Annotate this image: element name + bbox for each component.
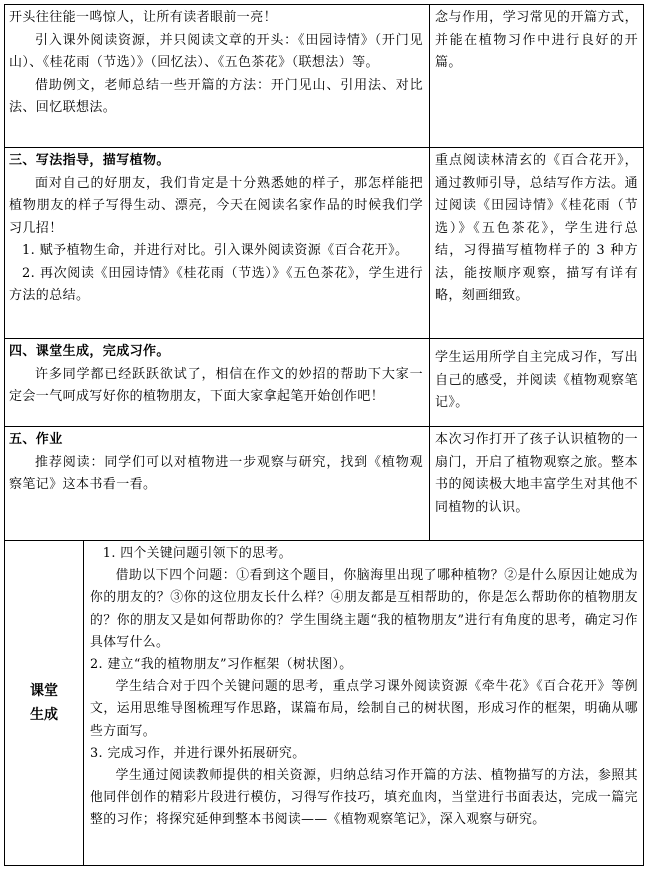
intro-goal: 念与作用，学习常见的开篇方式，并能在植物习作中进行良好的开篇。 bbox=[435, 10, 638, 70]
section-three-right-cell bbox=[435, 150, 638, 336]
row-divider-3 bbox=[5, 426, 643, 427]
section-five-goal: 本次习作打开了孩子认识植物的一扇门，开启了植物观察之旅。整本书的阅读极大地丰富学生对其他不同植物的认识。 bbox=[435, 432, 638, 515]
section-five-left-cell bbox=[9, 429, 423, 538]
generation-point-3: 3. 完成习作，并进行课外拓展研究。 bbox=[90, 745, 306, 761]
row-divider-1 bbox=[5, 147, 643, 148]
section-five-heading: 五、作业 bbox=[9, 432, 63, 447]
section-four-goal: 学生运用所学自主完成习作，写出自己的感受，并阅读《植物观察笔记》。 bbox=[435, 350, 638, 410]
section-three-intro: 面对自己的好朋友，我们肯定是十分熟悉她的样子，那怎样能把植物朋友的样子写得生动、漂亮，今天在阅读名家作品的时候我们学习几招！ bbox=[9, 175, 423, 236]
generation-content-cell bbox=[90, 543, 638, 865]
intro-left-cell bbox=[9, 7, 423, 145]
intro-line: 开头往往能一鸣惊人，让所有读者眼前一亮！ bbox=[9, 10, 278, 25]
intro-methods: 借助例文，老师总结一些开篇的方法：开门见山、引用法、对比法、回忆联想法。 bbox=[9, 77, 423, 115]
generation-point-1: 1. 四个关键问题引领下的思考。 bbox=[102, 546, 292, 561]
generation-label bbox=[5, 541, 83, 865]
section-three-step-1: 1. 赋予植物生命，并进行对比。引入课外阅读资源《百合花开》。 bbox=[22, 243, 409, 258]
row-divider-2 bbox=[5, 338, 643, 339]
generation-label-line-1: 课堂 bbox=[30, 683, 58, 699]
section-four-heading: 四、课堂生成，完成习作。 bbox=[9, 344, 170, 359]
section-four-left-cell bbox=[9, 341, 423, 424]
generation-label-cell bbox=[5, 541, 83, 865]
generation-point-1-text: 借助以下四个问题：①看到这个题目，你脑海里出现了哪种植物？②是什么原因让她成为你的朋友的？③你的这位朋友长什么样？④朋友都是互相帮助的，你是怎么帮助你的植物朋友的？你的朋友又是如何帮助你的？学生围绕主题“我的植物朋友”进行有角度的思考，确定习作具体写什么。 bbox=[90, 568, 638, 650]
section-five-right-cell bbox=[435, 429, 638, 538]
column-divider-top bbox=[429, 5, 430, 540]
section-three-step-2: 2. 再次阅读《田园诗情》《桂花雨（节选）》《五色茶花》，学生进行方法的总结。 bbox=[9, 265, 423, 303]
intro-right-cell bbox=[435, 7, 638, 145]
intro-resources: 引入课外阅读资源，并只阅读文章的开头：《田园诗情》（开门见山）、《桂花雨（节选）》（回忆法）、《五色茶花》（联想法）等。 bbox=[9, 32, 423, 70]
section-three-heading: 三、写法指导，描写植物。 bbox=[9, 153, 170, 168]
section-three-goal: 重点阅读林清玄的《百合花开》，通过教师引导，总结写作方法。通过阅读《田园诗情》《桂花雨（节选）》《五色茶花》，学生进行总结，习得描写植物样子的 3 种方法，能按顺序观察，描写有详有略，刻画细致。 bbox=[435, 153, 638, 303]
section-three-left-cell bbox=[9, 150, 423, 336]
generation-point-3-text: 学生通过阅读教师提供的相关资源，归纳总结习作开篇的方法、植物描写的方法，参照其他同伴创作的精彩片段进行模仿，习得写作技巧，填充血肉，当堂进行书面表达，完成一篇完整的习作；将探究延伸到整本书阅读——《植物观察笔记》，深入观察与研究。 bbox=[90, 768, 638, 828]
row-divider-4 bbox=[5, 540, 643, 541]
section-four-text: 许多同学都已经跃跃欲试了，相信在作文的妙招的帮助下大家一定会一气呵成写好你的植物朋友，下面大家拿起笔开始创作吧！ bbox=[9, 366, 423, 404]
column-divider-bottom bbox=[83, 540, 84, 865]
generation-point-2: 2. 建立“我的植物朋友”习作框架（树状图）。 bbox=[90, 657, 353, 673]
generation-label-line-2: 生成 bbox=[30, 707, 58, 723]
generation-point-2-text: 学生结合对于四个关键问题的思考，重点学习课外阅读资源《牵牛花》《百合花开》等例文，运用思维导图梳理写作思路，谋篇布局，绘制自己的树状图，形成习作的框架，明确从哪些方面写。 bbox=[90, 679, 638, 739]
lesson-plan-table bbox=[4, 4, 644, 866]
section-five-text: 推荐阅读：同学们可以对植物进一步观察与研究，找到《植物观察笔记》这本书看一看。 bbox=[9, 454, 423, 492]
section-four-right-cell bbox=[435, 347, 638, 424]
